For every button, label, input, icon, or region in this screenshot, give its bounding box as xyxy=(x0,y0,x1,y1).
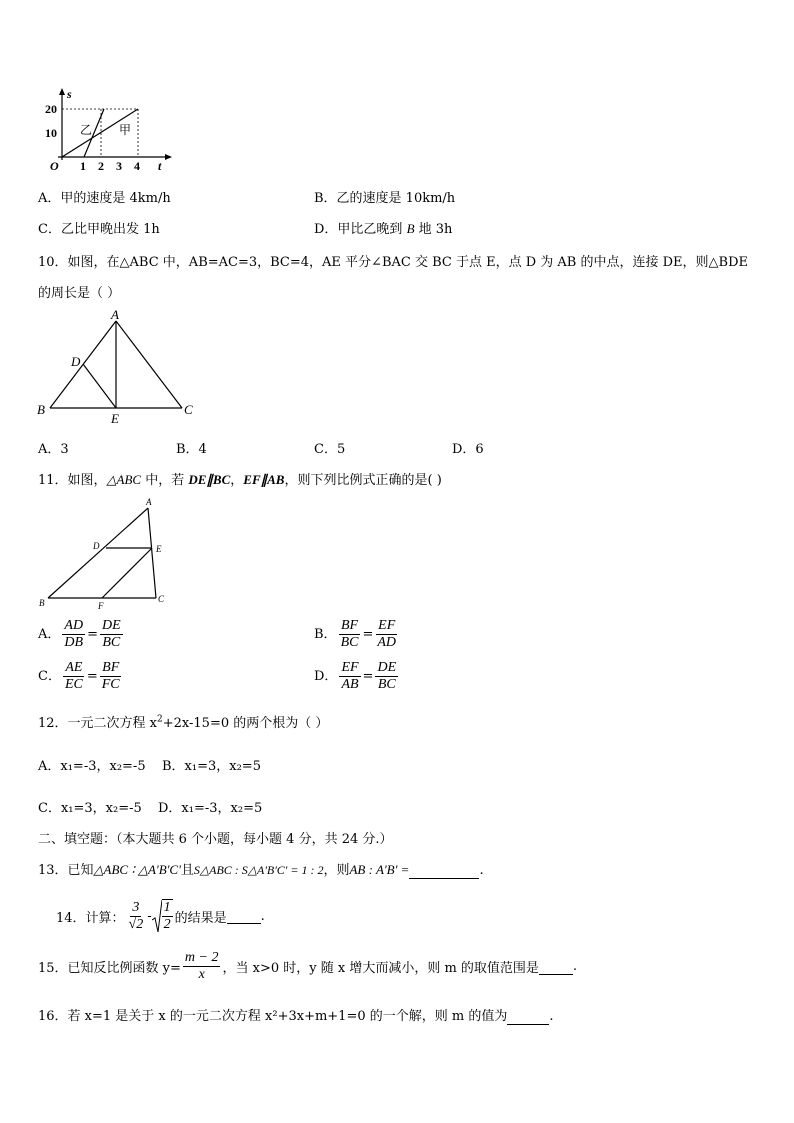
q10-option-d: D．6 xyxy=(452,442,484,457)
y-tick-20: 20 xyxy=(45,102,57,116)
y-tick-10: 10 xyxy=(45,126,57,140)
x-tick-1: 1 xyxy=(80,159,86,173)
q14-answer-blank[interactable] xyxy=(227,908,261,924)
q11-option-b: B． $\frac{BF}{BC}$ = $\frac{EF}{AD}$ xyxy=(314,618,397,650)
x-tick-2: 2 xyxy=(98,159,104,173)
x-tick-3: 3 xyxy=(116,159,122,173)
point-e-label: E xyxy=(156,544,162,554)
x-tick-4: 4 xyxy=(134,159,140,173)
q13-stem: 13．已知△ABC ∶ △A'B'C'且S△ABC : S△A'B'C' = 1 : 2，则AB : A'B' = . xyxy=(38,862,484,878)
q12-stem: 12．一元二次方程 $x^2+2x-15=0$ 的两个根为（ ） xyxy=(38,714,329,731)
line-label-jia: 甲 xyxy=(119,123,132,137)
q9-option-a: A．甲的速度是 4km/h xyxy=(38,191,171,206)
point-d-label: D xyxy=(93,541,100,551)
y-axis-label: s xyxy=(67,87,72,101)
q16-stem: 16．若 x=1 是关于 x 的一元二次方程 x²+3x+m+1=0 的一个解，则 m 的值为 . xyxy=(38,1009,554,1024)
point-c-label: C xyxy=(158,594,165,604)
side-ab xyxy=(48,508,148,598)
q10-option-b: B．4 xyxy=(176,442,207,457)
distance-time-graph xyxy=(40,86,180,178)
x-axis-arrow xyxy=(165,154,172,160)
origin-label: O xyxy=(50,159,59,173)
q10-option-a: A．3 xyxy=(38,442,69,457)
q16-answer-blank[interactable] xyxy=(507,1009,549,1025)
point-c-label: C xyxy=(184,402,193,417)
side-ac xyxy=(116,321,182,408)
q12-option-a: A．x₁=-3，x₂=-5 xyxy=(38,759,146,774)
q12-option-c: C．x₁=3，x₂=-5 xyxy=(38,801,142,816)
point-a-label: A xyxy=(111,307,119,322)
q10-option-c: C．5 xyxy=(314,442,346,457)
q10-stem-line1: 10．如图，在△ABC 中，AB=AC=3，BC=4，AE 平分∠BAC 交 BC 于点 E，点 D 为 AB 的中点，连接 DE，则△BDE xyxy=(38,255,748,270)
side-ac xyxy=(148,508,156,598)
q9-option-b: B．乙的速度是 10km/h xyxy=(314,191,456,206)
q11-option-c: C． $\frac{AE}{EC}$ = $\frac{BF}{FC}$ xyxy=(38,660,120,692)
q11-option-d: D． $\frac{EF}{AB}$ = $\frac{DE}{BC}$ xyxy=(314,660,397,692)
q9-option-d: D．甲比乙晚到 B 地 3h xyxy=(314,221,453,237)
point-f-label: F xyxy=(98,601,104,611)
q9-option-c: C．乙比甲晚出发 1h xyxy=(38,222,160,237)
y-axis-arrow xyxy=(59,88,65,95)
point-b-label: B xyxy=(39,598,45,608)
point-e-label: E xyxy=(111,411,119,426)
line-label-yi: 乙 xyxy=(80,123,93,137)
point-d-label: D xyxy=(71,354,81,369)
q11-triangle-figure xyxy=(34,494,174,612)
point-a-label: A xyxy=(146,497,152,507)
segment-ef xyxy=(102,548,152,598)
q11-option-a: A． $\frac{AD}{DB}$ = $\frac{DE}{BC}$ xyxy=(38,618,121,650)
q14-stem: 14．计算： $\frac{3}{√2}$ - $\frac{1}{2}$ 的结果是 . xyxy=(56,899,265,932)
q13-answer-blank[interactable] xyxy=(409,863,479,879)
q10-stem-line2: 的周长是（ ） xyxy=(38,286,121,301)
q12-option-b: B．x₁=3，x₂=5 xyxy=(162,759,261,774)
section-heading-fill-in: 二、填空题：（本大题共 6 个小题，每小题 4 分，共 24 分.） xyxy=(38,832,393,847)
q15-stem: 15．已知反比例函数 y= $\frac{m - 2}{x}$ ，当 x>0 时，y 随 x 增大而减小，则 m 的取值范围是 . xyxy=(38,950,578,982)
segment-de xyxy=(83,364,116,408)
sqrt-symbol: $\frac{1}{2}$ xyxy=(152,898,175,934)
q10-triangle-figure xyxy=(34,306,204,426)
point-b-label: B xyxy=(37,402,45,417)
q15-answer-blank[interactable] xyxy=(539,959,573,975)
x-axis-label: t xyxy=(158,159,162,173)
q12-option-d: D．x₁=-3，x₂=5 xyxy=(158,801,263,816)
q11-stem: 11．如图，△ABC 中，若 DE∥BC，EF∥AB，则下列比例式正确的是( ) xyxy=(38,472,442,488)
